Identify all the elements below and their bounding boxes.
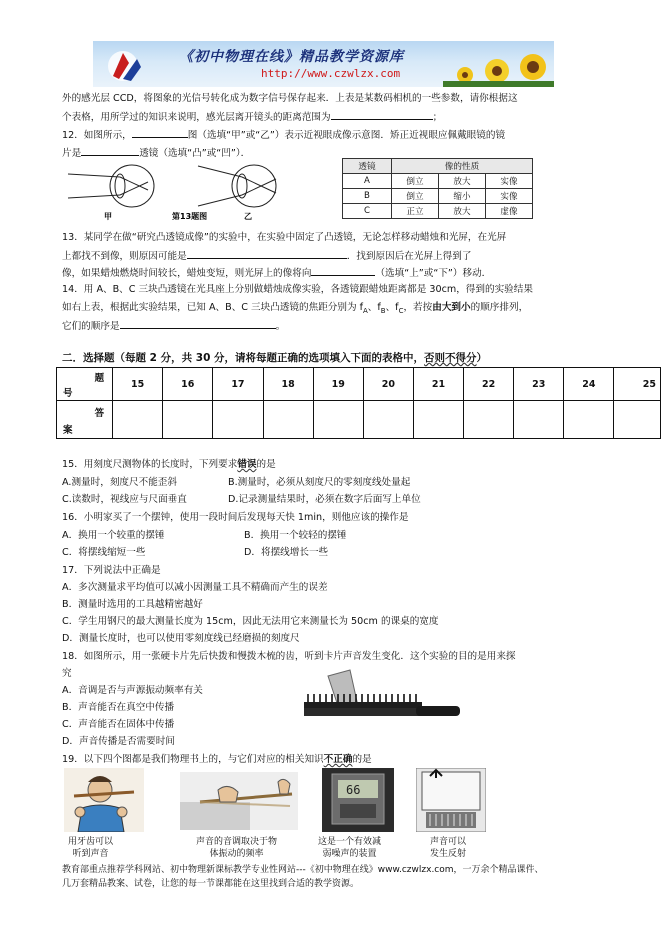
answer-blank[interactable] <box>331 109 433 120</box>
q18-stem-2: 究 <box>62 668 72 679</box>
table-cell: 实像 <box>486 174 533 189</box>
footer-line-1: 教育部重点推荐学科网站、初中物理新课标教学专业性网站---《初中物理在线》www.czwlzx.com，一万余个精品课件、 <box>62 865 544 875</box>
question-number: 25 <box>614 368 661 401</box>
table-cell: A <box>343 174 392 189</box>
q17-option-a[interactable]: A．多次测量求平均值可以减小因测量工具不精确而产生的误差 <box>62 582 328 593</box>
q14-line-2: 如右上表，根据此实验结果，已知 A、B、C 三块凸透镜的焦距分别为 $f_A$、$f_B$、$f_C$，若按由大到小的顺序排列， <box>62 302 529 315</box>
fig-caption: 第13题图 <box>172 212 208 221</box>
q13-text: （选填“上”或“下”）移动． <box>375 268 492 279</box>
intro-line-2 <box>62 109 442 124</box>
q16-stem: 16．小明家买了一个摆钟，使用一段时间后发现每天快 1min，则他应该的操作是 <box>62 512 409 523</box>
table-cell: 放大 <box>439 204 486 219</box>
q15-option-b[interactable]: B.测量时，必须从刻度尺的零刻度线处量起 <box>228 477 411 488</box>
row-label-number: 题 号 <box>57 368 113 401</box>
q14-line-3 <box>62 318 285 333</box>
q12-line-2 <box>62 145 250 160</box>
answer-cell[interactable] <box>113 401 163 439</box>
q14-text: 的顺序排列， <box>470 302 529 313</box>
section-title-end: ） <box>476 352 488 364</box>
q15-option-a[interactable]: A.测量时，刻度尺不能歪斜 <box>62 477 177 488</box>
answer-cell[interactable] <box>614 401 661 439</box>
q17-option-d[interactable]: D．测量长度时，也可以使用零刻度线已经磨损的刻度尺 <box>62 633 300 644</box>
q13-line-1: 13．某同学在做“研究凸透镜成像”的实验中，在实验中固定了凸透镜，无论怎样移动蜡烛和光屏，在光屏 <box>62 232 507 243</box>
answer-cell[interactable] <box>514 401 564 439</box>
intro-end: ； <box>432 112 443 123</box>
row-label-answer: 答 案 <box>57 401 113 439</box>
q14-text: 、f <box>367 302 381 313</box>
q19-text: 的是 <box>352 754 372 765</box>
table-header: 像的性质 <box>392 159 533 174</box>
question-number: 24 <box>564 368 614 401</box>
fig-label-b: 乙 <box>244 212 252 221</box>
q12-text: 透镜（选填“凸”或“凹”）． <box>139 148 251 159</box>
answer-blank[interactable] <box>311 265 375 276</box>
q13-text: 上都找不到像，则原因可能是 <box>62 251 187 262</box>
table-row <box>343 174 533 189</box>
section-title-emphasis: 否则不得分 <box>424 352 477 364</box>
q12-line-1 <box>62 127 505 142</box>
eye-diagram <box>64 160 314 222</box>
table-header: 透镜 <box>343 159 392 174</box>
eye-diagram-b <box>198 165 276 207</box>
q14-text: ，若按 <box>403 302 433 313</box>
q15-stem <box>62 458 276 471</box>
q15-option-c[interactable]: C.读数时，视线应与尺面垂直 <box>62 494 187 505</box>
banner-url[interactable]: http://www.czwlzx.com <box>261 67 401 80</box>
q13-line-2 <box>62 248 471 263</box>
caption-noise: 这是一个有效减 弱噪声的装置 <box>318 837 382 859</box>
q17-option-b[interactable]: B．测量时选用的工具越精密越好 <box>62 599 203 610</box>
question-number: 19 <box>313 368 363 401</box>
q13-line-3 <box>62 265 491 280</box>
table-cell: 实像 <box>486 189 533 204</box>
answer-blank[interactable] <box>132 127 188 138</box>
footer-line-2: 几万套精品教案、试卷，让您的每一节课都能在这里找到合适的教学资源。 <box>62 879 360 889</box>
q14-text: 、f <box>385 302 399 313</box>
q13-text: ．找到原因后在光屏上得到了 <box>346 251 472 262</box>
answer-cell[interactable] <box>564 401 614 439</box>
caption-echo: 声音可以 发生反射 <box>430 837 467 859</box>
table-cell: 缩小 <box>439 189 486 204</box>
intro-line-1: 外的感光层 CCD，将图象的光信号转化成为数字信号保存起来．上表是某数码相机的一些参数，请你根据这 <box>62 93 518 104</box>
banner-title: 《初中物理在线》精品教学资源库 <box>179 49 404 65</box>
q15-text: 15．用刻度尺测物体的长度时，下列要求 <box>62 459 238 470</box>
q14-text: 。 <box>275 321 286 332</box>
q18-option-d[interactable]: D．声音传播是否需要时间 <box>62 736 175 747</box>
question-number: 15 <box>113 368 163 401</box>
q19-emphasis: 不正确 <box>323 754 353 765</box>
caption-ruler: 声音的音调取决于物 体振动的频率 <box>196 837 278 859</box>
fig-label-a: 甲 <box>104 212 112 221</box>
q16-option-d[interactable]: D．将摆线增长一些 <box>244 547 329 558</box>
table-cell: 正立 <box>392 204 439 219</box>
ruler-vibration-figure <box>180 772 298 830</box>
eye-diagram-a <box>68 165 154 207</box>
answer-blank[interactable] <box>120 318 276 329</box>
table-cell: 虚像 <box>486 204 533 219</box>
section-title <box>62 350 487 365</box>
q15-option-d[interactable]: D.记录测量结果时，必须在数字后面写上单位 <box>228 494 421 505</box>
answer-cell[interactable] <box>413 401 463 439</box>
question-number: 18 <box>263 368 313 401</box>
answer-cell[interactable] <box>363 401 413 439</box>
answer-cell[interactable] <box>213 401 263 439</box>
q15-emphasis: 错误 <box>237 459 257 470</box>
table-row <box>343 189 533 204</box>
q12-text: 图（选填“甲”或“乙”）表示近视眼成像示意图．矫正近视眼应佩戴眼镜的镜 <box>187 130 506 141</box>
question-number: 23 <box>514 368 564 401</box>
noise-meter-figure <box>322 768 394 832</box>
answer-blank[interactable] <box>81 145 139 156</box>
sunflower-icon <box>443 54 554 87</box>
q18-option-a[interactable]: A．音调是否与声源振动频率有关 <box>62 685 203 696</box>
answer-cell[interactable] <box>313 401 363 439</box>
question-number: 21 <box>413 368 463 401</box>
q17-stem: 17．下列说法中正确是 <box>62 565 161 576</box>
intro-text: 个表格，用所学过的知识来说明，感光层离开镜头的距离范围为 <box>62 112 331 123</box>
q16-option-a[interactable]: A．换用一个较重的摆锤 <box>62 530 165 541</box>
table-cell: 倒立 <box>392 189 439 204</box>
table-cell: 放大 <box>439 174 486 189</box>
q12-text: 12．如图所示， <box>62 130 132 141</box>
q18-stem-1: 18．如图所示，用一张硬卡片先后快拨和慢拨木梳的齿，听到卡片声音发生变化．这个实验的目的是用来探 <box>62 651 516 662</box>
q13-text: 像，如果蜡烛燃烧时间较长，蜡烛变短，则光屏上的像将向 <box>62 268 312 279</box>
q14-line-1: 14．用 A、B、C 三块凸透镜在光具座上分别做蜡烛成像实验，各透镜跟蜡烛距离都是 30cm，得到的实验结果 <box>62 284 533 295</box>
comb-card-figure <box>298 666 462 732</box>
q18-option-b[interactable]: B．声音能否在真空中传播 <box>62 702 175 713</box>
meter-reading: 66 <box>346 783 361 797</box>
q14-text: 它们的顺序是 <box>62 321 120 332</box>
question-number: 16 <box>163 368 213 401</box>
answer-cell[interactable] <box>263 401 313 439</box>
q15-text: 的是 <box>256 459 276 470</box>
q14-emphasis: 由大到小 <box>432 302 471 313</box>
table-row <box>57 368 661 401</box>
answer-grid <box>56 367 661 439</box>
answer-blank[interactable] <box>187 248 347 259</box>
q12-text: 片是 <box>62 148 82 159</box>
q19-text: 19．以下四个图都是我们物理书上的，与它们对应的相关知识 <box>62 754 324 765</box>
table-cell: B <box>343 189 392 204</box>
table-row <box>343 204 533 219</box>
q18-option-c[interactable]: C．声音能否在固体中传播 <box>62 719 175 730</box>
answer-cell[interactable] <box>163 401 213 439</box>
question-number: 17 <box>213 368 263 401</box>
caption-teeth: 用牙齿可以 听到声音 <box>68 837 114 859</box>
q16-option-b[interactable]: B．换用一个较轻的摆锤 <box>244 530 347 541</box>
table-cell: 倒立 <box>392 174 439 189</box>
section-title-text: 二．选择题（每题 2 分，共 30 分，请将每题正确的选项填入下面的表格中， <box>62 352 425 364</box>
lens-result-table <box>342 158 533 219</box>
question-number: 20 <box>363 368 413 401</box>
q14-text: 如右上表，根据此实验结果，已知 A、B、C 三块凸透镜的焦距分别为 f <box>62 302 363 313</box>
header-banner <box>93 41 554 87</box>
q17-option-c[interactable]: C．学生用钢尺的最大测量长度为 15cm，因此无法用它来测量长为 50cm 的课桌的宽度 <box>62 616 439 627</box>
table-row <box>57 401 661 439</box>
echo-reflection-figure <box>416 768 486 832</box>
comb-icon <box>304 694 460 716</box>
answer-cell[interactable] <box>464 401 514 439</box>
table-cell: C <box>343 204 392 219</box>
q16-option-c[interactable]: C．将摆线缩短一些 <box>62 547 146 558</box>
question-number: 22 <box>464 368 514 401</box>
teeth-hearing-figure <box>64 768 144 832</box>
q19-stem <box>62 753 372 766</box>
